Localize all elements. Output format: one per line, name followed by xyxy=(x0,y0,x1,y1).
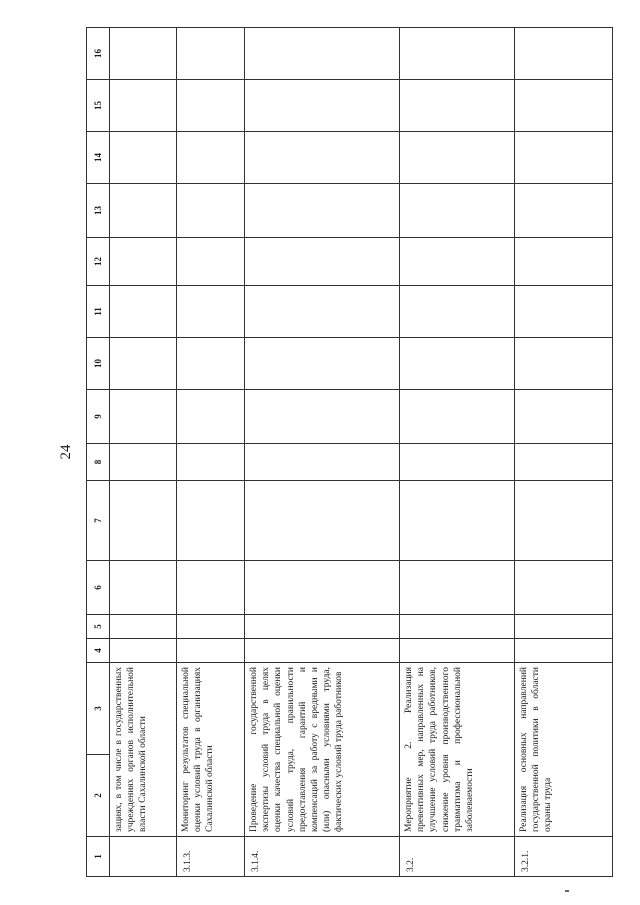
row-description: Мониторинг результатов специальной оценки условий труда в организациях Сахалинской области xyxy=(177,663,245,837)
scan-mark xyxy=(565,890,569,892)
header-cell: 10 xyxy=(87,338,110,390)
header-cell: 9 xyxy=(87,390,110,444)
table-row xyxy=(177,28,245,877)
header-cell: 3 xyxy=(87,663,110,755)
header-cell: 2 xyxy=(87,755,110,837)
header-cell: 16 xyxy=(87,28,110,80)
header-cell: 5 xyxy=(87,615,110,639)
table-row xyxy=(400,28,515,877)
document-table xyxy=(86,27,613,877)
header-cell: 7 xyxy=(87,481,110,561)
header-cell: 8 xyxy=(87,444,110,481)
page-number: 24 xyxy=(58,444,74,460)
header-cell: 13 xyxy=(87,184,110,238)
header-cell: 15 xyxy=(87,80,110,132)
header-cell: 12 xyxy=(87,238,110,286)
row-number xyxy=(110,837,177,877)
header-cell: 6 xyxy=(87,561,110,615)
header-row xyxy=(87,28,110,877)
table-row xyxy=(515,28,613,877)
table-row xyxy=(245,28,400,877)
row-number: 3.2. xyxy=(400,837,515,877)
header-cell: 1 xyxy=(87,837,110,877)
row-number: 3.1.3. xyxy=(177,837,245,877)
document-table-container xyxy=(86,28,612,877)
row-description: Мероприятие 2. Реализация превентивных мер, направленных на улучшение условий труда работников, снижение уровня производственного травматизма и профессиональной заболеваемости xyxy=(400,663,515,837)
row-number: 3.1.4. xyxy=(245,837,400,877)
header-cell: 4 xyxy=(87,639,110,663)
row-number: 3.2.1. xyxy=(515,837,613,877)
row-description: Реализация основных направлений государственной политики в области охраны труда xyxy=(515,663,613,837)
row-description: зациях, в том числе в государственных учреждениях органов исполнительной власти Сахалинской области xyxy=(110,663,177,837)
header-cell: 14 xyxy=(87,132,110,184)
row-description: Проведение государственной экспертизы условий труда в целях оценки качества специальной оценки условий труда, правильности предоставления гарантий и компенсаций за работу с вредными и (или) опасными условиями труда, фактических условий труда работников xyxy=(245,663,400,837)
table-row xyxy=(110,28,177,877)
header-cell: 11 xyxy=(87,286,110,338)
